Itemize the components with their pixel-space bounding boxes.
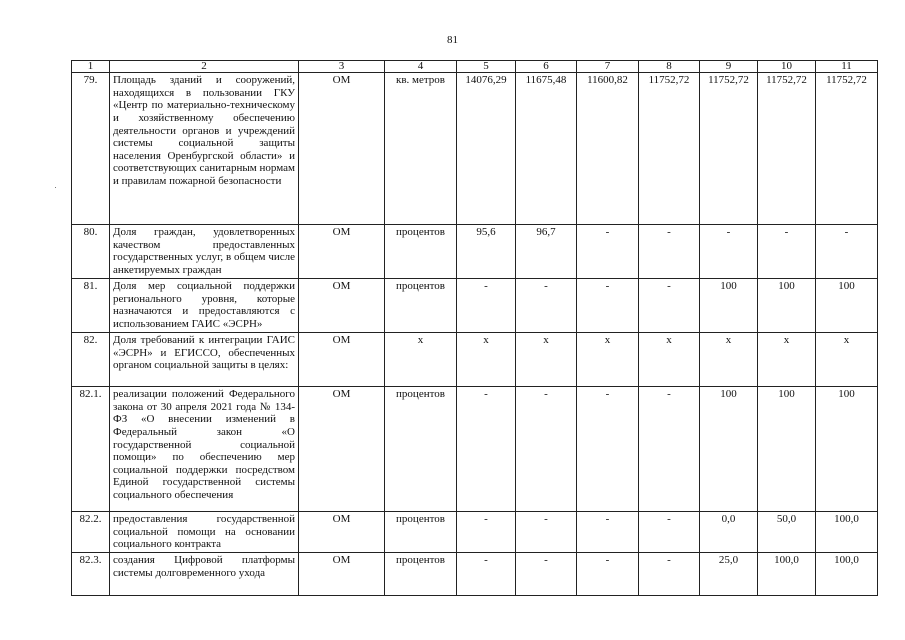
table-row xyxy=(72,279,878,333)
row-number: 82.2. xyxy=(72,512,110,553)
col-header-4: 4 xyxy=(385,61,457,73)
table-row xyxy=(72,512,878,553)
indicator-name: предоставления государственной социальной помощи на основании социального контракта xyxy=(110,512,299,553)
value-cell: - xyxy=(639,387,700,512)
value-cell: 11752,72 xyxy=(639,73,700,225)
value-cell: х xyxy=(516,333,577,387)
col-header-6: 6 xyxy=(516,61,577,73)
table-header xyxy=(72,61,878,73)
row-number: 81. xyxy=(72,279,110,333)
value-cell: 100,0 xyxy=(758,553,816,596)
value-cell: 96,7 xyxy=(516,225,577,279)
unit-of-measure: х xyxy=(385,333,457,387)
value-cell: - xyxy=(457,553,516,596)
table-row xyxy=(72,387,878,512)
value-cell: - xyxy=(457,279,516,333)
value-cell: - xyxy=(758,225,816,279)
indicator-name: Доля мер социальной поддержки регионального уровня, которые назначаются и предоставляются с использованием ГАИС «ЭСРН» xyxy=(110,279,299,333)
value-cell: 100 xyxy=(816,279,878,333)
row-number: 82.3. xyxy=(72,553,110,596)
value-cell: 100,0 xyxy=(816,512,878,553)
value-cell: 100 xyxy=(700,279,758,333)
value-cell: 50,0 xyxy=(758,512,816,553)
row-number: 82.1. xyxy=(72,387,110,512)
indicator-type: ОМ xyxy=(299,279,385,333)
value-cell: - xyxy=(639,225,700,279)
value-cell: х xyxy=(457,333,516,387)
col-header-7: 7 xyxy=(577,61,639,73)
col-header-2: 2 xyxy=(110,61,299,73)
value-cell: 0,0 xyxy=(700,512,758,553)
indicator-name: реализации положений Федерального закона от 30 апреля 2021 года № 134-ФЗ «О внесении изменений в Федеральный закон «О государственной социальной помощи» по обеспечению мер социальной поддержки посредством Единой государственной системы социального обеспечения xyxy=(110,387,299,512)
indicator-type: ОМ xyxy=(299,387,385,512)
column-number-row xyxy=(72,61,878,73)
value-cell: 100 xyxy=(700,387,758,512)
indicator-type: ОМ xyxy=(299,553,385,596)
value-cell: - xyxy=(457,387,516,512)
indicator-name: создания Цифровой платформы системы долговременного ухода xyxy=(110,553,299,596)
value-cell: 100 xyxy=(758,279,816,333)
value-cell: 14076,29 xyxy=(457,73,516,225)
value-cell: - xyxy=(577,553,639,596)
value-cell: - xyxy=(577,387,639,512)
unit-of-measure: процентов xyxy=(385,279,457,333)
unit-of-measure: процентов xyxy=(385,225,457,279)
value-cell: - xyxy=(700,225,758,279)
value-cell: - xyxy=(516,387,577,512)
page-number: 81 xyxy=(447,34,458,46)
col-header-10: 10 xyxy=(758,61,816,73)
unit-of-measure: процентов xyxy=(385,512,457,553)
col-header-11: 11 xyxy=(816,61,878,73)
indicator-name: Доля граждан, удовлетворенных качеством предоставленных государственных услуг, в общем числе анкетируемых граждан xyxy=(110,225,299,279)
value-cell: х xyxy=(816,333,878,387)
value-cell: - xyxy=(639,279,700,333)
indicator-type: ОМ xyxy=(299,333,385,387)
value-cell: 100,0 xyxy=(816,553,878,596)
indicators-table xyxy=(71,60,878,596)
unit-of-measure: процентов xyxy=(385,387,457,512)
value-cell: - xyxy=(516,279,577,333)
value-cell: - xyxy=(639,553,700,596)
col-header-1: 1 xyxy=(72,61,110,73)
value-cell: 11752,72 xyxy=(758,73,816,225)
value-cell: - xyxy=(639,512,700,553)
value-cell: 25,0 xyxy=(700,553,758,596)
value-cell: - xyxy=(577,225,639,279)
value-cell: - xyxy=(577,512,639,553)
indicator-type: ОМ xyxy=(299,73,385,225)
table-row xyxy=(72,73,878,225)
value-cell: 11752,72 xyxy=(700,73,758,225)
row-number: 82. xyxy=(72,333,110,387)
col-header-3: 3 xyxy=(299,61,385,73)
scan-speck xyxy=(55,187,56,188)
value-cell: - xyxy=(816,225,878,279)
indicator-name: Доля требований к интеграции ГАИС «ЭСРН» и ЕГИССО, обеспеченных органом социальной защиты в целях: xyxy=(110,333,299,387)
value-cell: 11752,72 xyxy=(816,73,878,225)
value-cell: - xyxy=(457,512,516,553)
row-number: 79. xyxy=(72,73,110,225)
col-header-8: 8 xyxy=(639,61,700,73)
value-cell: 100 xyxy=(816,387,878,512)
unit-of-measure: процентов xyxy=(385,553,457,596)
table-row xyxy=(72,553,878,596)
value-cell: - xyxy=(516,512,577,553)
value-cell: х xyxy=(639,333,700,387)
unit-of-measure: кв. метров xyxy=(385,73,457,225)
value-cell: х xyxy=(577,333,639,387)
col-header-9: 9 xyxy=(700,61,758,73)
value-cell: х xyxy=(700,333,758,387)
value-cell: х xyxy=(758,333,816,387)
indicator-name: Площадь зданий и сооружений, находящихся в пользовании ГКУ «Центр по материально-техническому и хозяйственному обеспечению деятельности органов и учреждений системы социальной защиты населения Оренбургской области» и соответствующих санитарным нормам и правилам пожарной безопасности xyxy=(110,73,299,225)
col-header-5: 5 xyxy=(457,61,516,73)
indicator-type: ОМ xyxy=(299,225,385,279)
table-row xyxy=(72,333,878,387)
value-cell: 11675,48 xyxy=(516,73,577,225)
value-cell: 11600,82 xyxy=(577,73,639,225)
row-number: 80. xyxy=(72,225,110,279)
indicator-type: ОМ xyxy=(299,512,385,553)
value-cell: - xyxy=(516,553,577,596)
table-row xyxy=(72,225,878,279)
value-cell: - xyxy=(577,279,639,333)
value-cell: 95,6 xyxy=(457,225,516,279)
value-cell: 100 xyxy=(758,387,816,512)
